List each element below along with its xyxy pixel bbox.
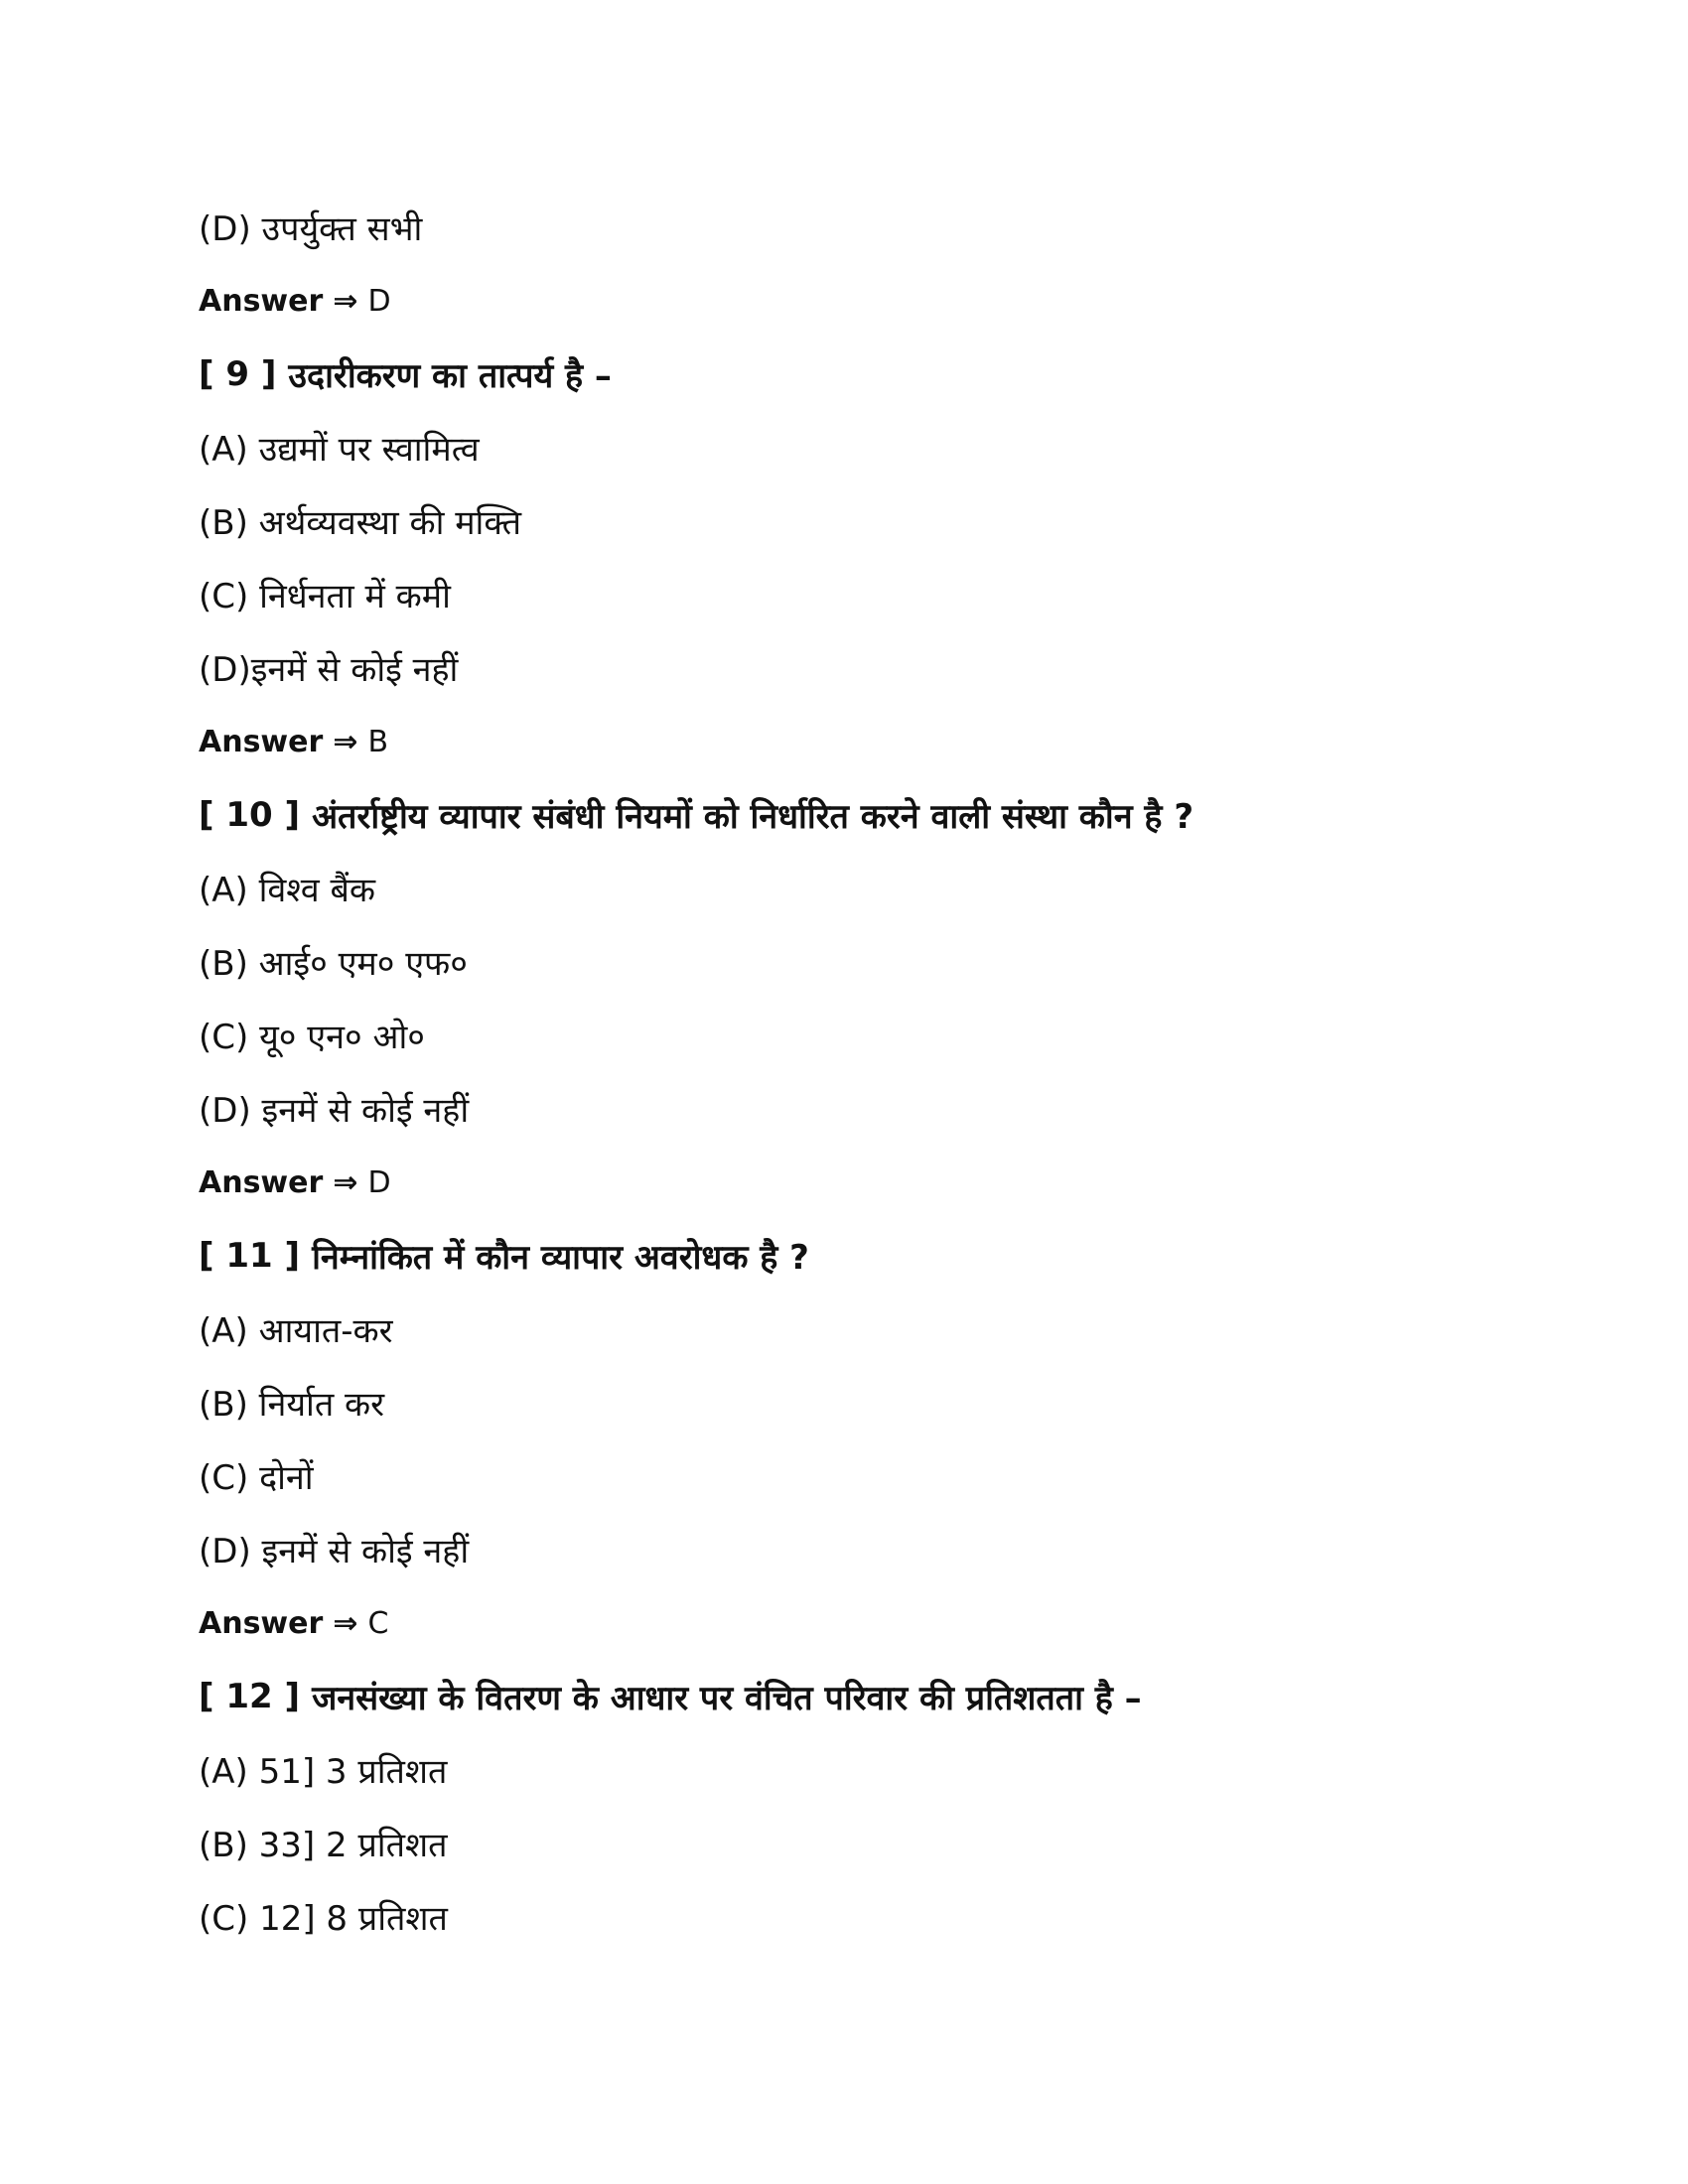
option-line	[199, 631, 1589, 705]
answer-arrow: ⇒	[333, 283, 358, 319]
option-line	[199, 1880, 1589, 1954]
question-text: जनसंख्या के वितरण के आधार पर वंचित परिवार की प्रतिशतता है –	[312, 1679, 1142, 1718]
option-line	[199, 925, 1589, 999]
answer-label: Answer	[199, 1164, 324, 1200]
answer-arrow: ⇒	[333, 1164, 358, 1200]
answer-label: Answer	[199, 724, 324, 759]
question-text: निम्नांकित में कौन व्यापार अवरोधक है ?	[312, 1238, 809, 1278]
document-page	[199, 191, 1589, 1954]
question-12	[199, 1660, 1589, 1733]
option-text: (D) उपर्युक्त सभी	[199, 209, 423, 249]
question-number: [ 11 ]	[199, 1236, 301, 1276]
option-line	[199, 1807, 1589, 1880]
option-line	[199, 1513, 1589, 1586]
option-line	[199, 852, 1589, 925]
answer-arrow: ⇒	[333, 1605, 358, 1641]
answer-value: D	[367, 283, 391, 319]
answer-label: Answer	[199, 283, 324, 319]
answer-line	[199, 264, 1589, 338]
answer-value: D	[367, 1164, 391, 1200]
option-line	[199, 411, 1589, 484]
answer-value: B	[367, 724, 389, 759]
option-text: (A) उद्यमों पर स्वामित्व	[199, 430, 480, 470]
question-text: उदारीकरण का तात्पर्य है –	[288, 356, 612, 396]
option-text: (A) आयात-कर	[199, 1311, 393, 1351]
answer-line	[199, 1586, 1589, 1660]
option-text: (D)इनमें से कोई नहीं	[199, 650, 459, 690]
answer-line	[199, 1146, 1589, 1219]
option-text: (D) इनमें से कोई नहीं	[199, 1532, 470, 1571]
option-line	[199, 1293, 1589, 1366]
question-9	[199, 338, 1589, 411]
question-number: [ 12 ]	[199, 1677, 301, 1716]
option-text: (B) आई० एम० एफ०	[199, 944, 468, 984]
option-line	[199, 1733, 1589, 1807]
option-line	[199, 191, 1589, 264]
option-line	[199, 484, 1589, 558]
option-line	[199, 558, 1589, 631]
question-number: [ 9 ]	[199, 354, 277, 394]
answer-label: Answer	[199, 1605, 324, 1641]
option-text: (C) 12] 8 प्रतिशत	[199, 1899, 448, 1939]
option-line	[199, 1366, 1589, 1439]
option-text: (A) 51] 3 प्रतिशत	[199, 1752, 448, 1792]
option-text: (C) यू० एन० ओ०	[199, 1018, 425, 1057]
option-line	[199, 999, 1589, 1072]
option-text: (C) दोनों	[199, 1458, 314, 1498]
question-11	[199, 1219, 1589, 1293]
option-text: (B) अर्थव्यवस्था की मक्ति	[199, 503, 521, 543]
answer-line	[199, 705, 1589, 778]
answer-value: C	[367, 1605, 389, 1641]
option-text: (C) निर्धनता में कमी	[199, 577, 451, 616]
option-line	[199, 1439, 1589, 1513]
question-number: [ 10 ]	[199, 795, 301, 835]
answer-arrow: ⇒	[333, 724, 358, 759]
option-text: (D) इनमें से कोई नहीं	[199, 1091, 470, 1131]
option-text: (A) विश्व बैंक	[199, 871, 375, 910]
question-text: अंतर्राष्ट्रीय व्यापार संबंधी नियमों को निर्धारित करने वाली संस्था कौन है ?	[312, 797, 1195, 837]
option-line	[199, 1072, 1589, 1146]
question-10	[199, 778, 1589, 852]
option-text: (B) निर्यात कर	[199, 1385, 385, 1425]
option-text: (B) 33] 2 प्रतिशत	[199, 1826, 448, 1865]
